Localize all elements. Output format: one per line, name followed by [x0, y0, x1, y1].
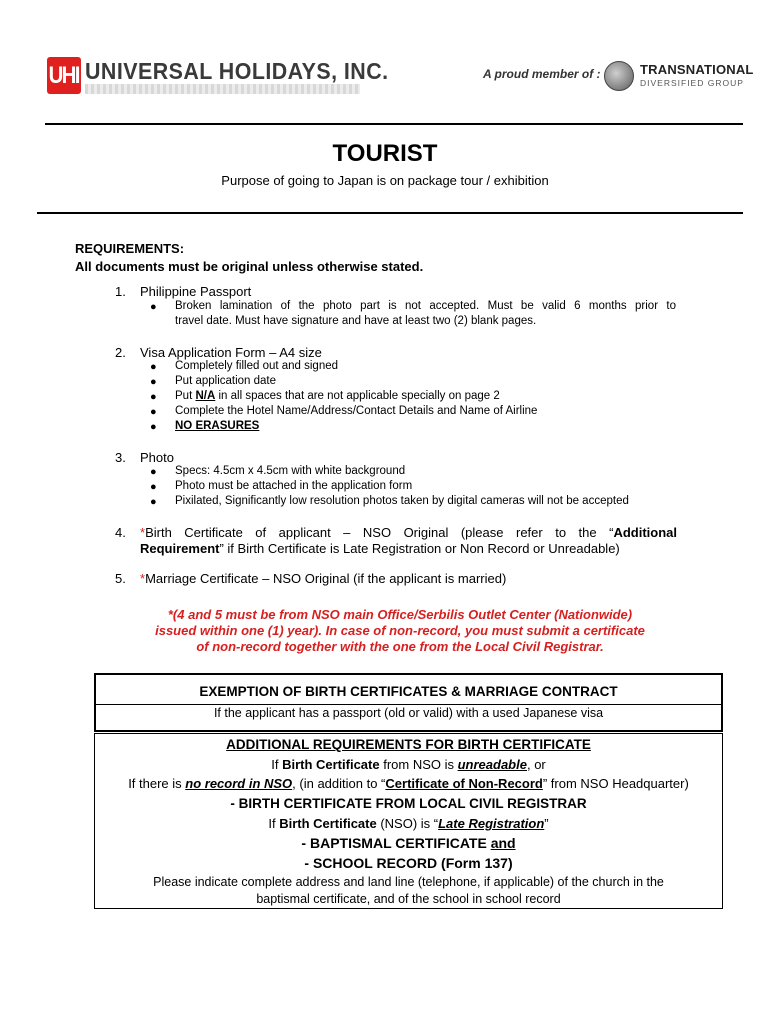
additional-school-record: - SCHOOL RECORD (Form 137): [304, 855, 513, 871]
additional-line-no-record: If there is no record in NSO, (in addition to “Certificate of Non-Record” from NSO Headquarter): [128, 776, 689, 791]
globe-icon: [604, 61, 634, 91]
company-logo-mark: UHI: [47, 57, 81, 94]
item-number: 5.: [115, 571, 126, 586]
additional-local-registrar: - BIRTH CERTIFICATE FROM LOCAL CIVIL REGISTRAR: [230, 796, 587, 811]
exemption-title: EXEMPTION OF BIRTH CERTIFICATES & MARRIAGE CONTRACT: [199, 684, 618, 699]
item-number: 3.: [115, 450, 126, 465]
additional-note-line1: Please indicate complete address and land line (telephone, if applicable) of the church in the: [153, 875, 664, 889]
requirements-heading: REQUIREMENTS:: [75, 241, 185, 256]
bullet-icon: ●: [150, 406, 157, 418]
item-number: 1.: [115, 284, 126, 299]
visa-bullet-na: Put N/A in all spaces that are not applicable specially on page 2: [175, 390, 500, 402]
item-passport-title: Philippine Passport: [140, 284, 252, 299]
visa-bullet: Complete the Hotel Name/Address/Contact Details and Name of Airline: [175, 405, 538, 417]
partner-name: TRANSNATIONAL: [640, 62, 754, 77]
bullet-icon: ●: [150, 421, 157, 433]
item-birth-cert-line2: Requirement” if Birth Certificate is Late Registration or Non Record or Unreadable): [140, 541, 620, 556]
item-photo-title: Photo: [140, 450, 174, 465]
bullet-icon: ●: [150, 361, 157, 373]
visa-bullet: Completely filled out and signed: [175, 360, 339, 372]
nso-note-line3: of non-record together with the one from the Local Civil Registrar.: [196, 639, 604, 654]
page-subtitle: Purpose of going to Japan is on package tour / exhibition: [221, 173, 549, 188]
photo-bullet: Pixilated, Significantly low resolution photos taken by digital cameras will not be accepted: [175, 495, 629, 507]
additional-line-unreadable: If Birth Certificate from NSO is unreadable, or: [271, 757, 546, 772]
passport-bullet-line1: Broken lamination of the photo part is not accepted. Must be valid 6 months prior to: [175, 300, 676, 312]
visa-bullet-no-erasures: NO ERASURES: [175, 420, 260, 432]
member-text: A proud member of :: [483, 67, 601, 81]
additional-title: ADDITIONAL REQUIREMENTS FOR BIRTH CERTIFICATE: [226, 737, 591, 752]
bullet-icon: ●: [150, 481, 157, 493]
photo-bullet: Specs: 4.5cm x 4.5cm with white background: [175, 465, 406, 477]
visa-bullet: Put application date: [175, 375, 277, 387]
bullet-icon: ●: [150, 301, 157, 313]
item-number: 4.: [115, 525, 126, 540]
company-name: UNIVERSAL HOLIDAYS, INC.: [85, 58, 389, 84]
additional-baptismal: - BAPTISMAL CERTIFICATE and: [301, 835, 516, 851]
photo-bullet: Photo must be attached in the application form: [175, 480, 413, 492]
bullet-icon: ●: [150, 391, 157, 403]
title-divider: [37, 212, 743, 214]
passport-bullet-line2: travel date. Must have signature and have at least two (2) blank pages.: [175, 315, 537, 327]
page-title: TOURIST: [332, 140, 438, 167]
bullet-icon: ●: [150, 496, 157, 508]
partner-subtitle: DIVERSIFIED GROUP: [640, 78, 744, 88]
additional-line-late-registration: If Birth Certificate (NSO) is “Late Registration”: [268, 816, 549, 831]
logo-decoration: [85, 84, 360, 94]
requirements-note: All documents must be original unless otherwise stated.: [75, 259, 424, 274]
item-marriage-cert: *Marriage Certificate – NSO Original (if the applicant is married): [140, 571, 507, 586]
item-visa-form-title: Visa Application Form – A4 size: [140, 345, 322, 360]
exemption-text: If the applicant has a passport (old or valid) with a used Japanese visa: [213, 706, 604, 720]
bullet-icon: ●: [150, 466, 157, 478]
item-number: 2.: [115, 345, 126, 360]
item-birth-cert-line1: *Birth Certificate of applicant – NSO Original (please refer to the “Additional: [140, 525, 677, 540]
additional-note-line2: baptismal certificate, and of the school in school record: [256, 892, 561, 906]
nso-note-line2: issued within one (1) year). In case of non-record, you must submit a certificate: [155, 623, 645, 638]
exemption-box: [94, 673, 723, 732]
nso-note-line1: *(4 and 5 must be from NSO main Office/Serbilis Outlet Center (Nationwide): [167, 607, 633, 622]
top-divider: [45, 123, 743, 125]
bullet-icon: ●: [150, 376, 157, 388]
